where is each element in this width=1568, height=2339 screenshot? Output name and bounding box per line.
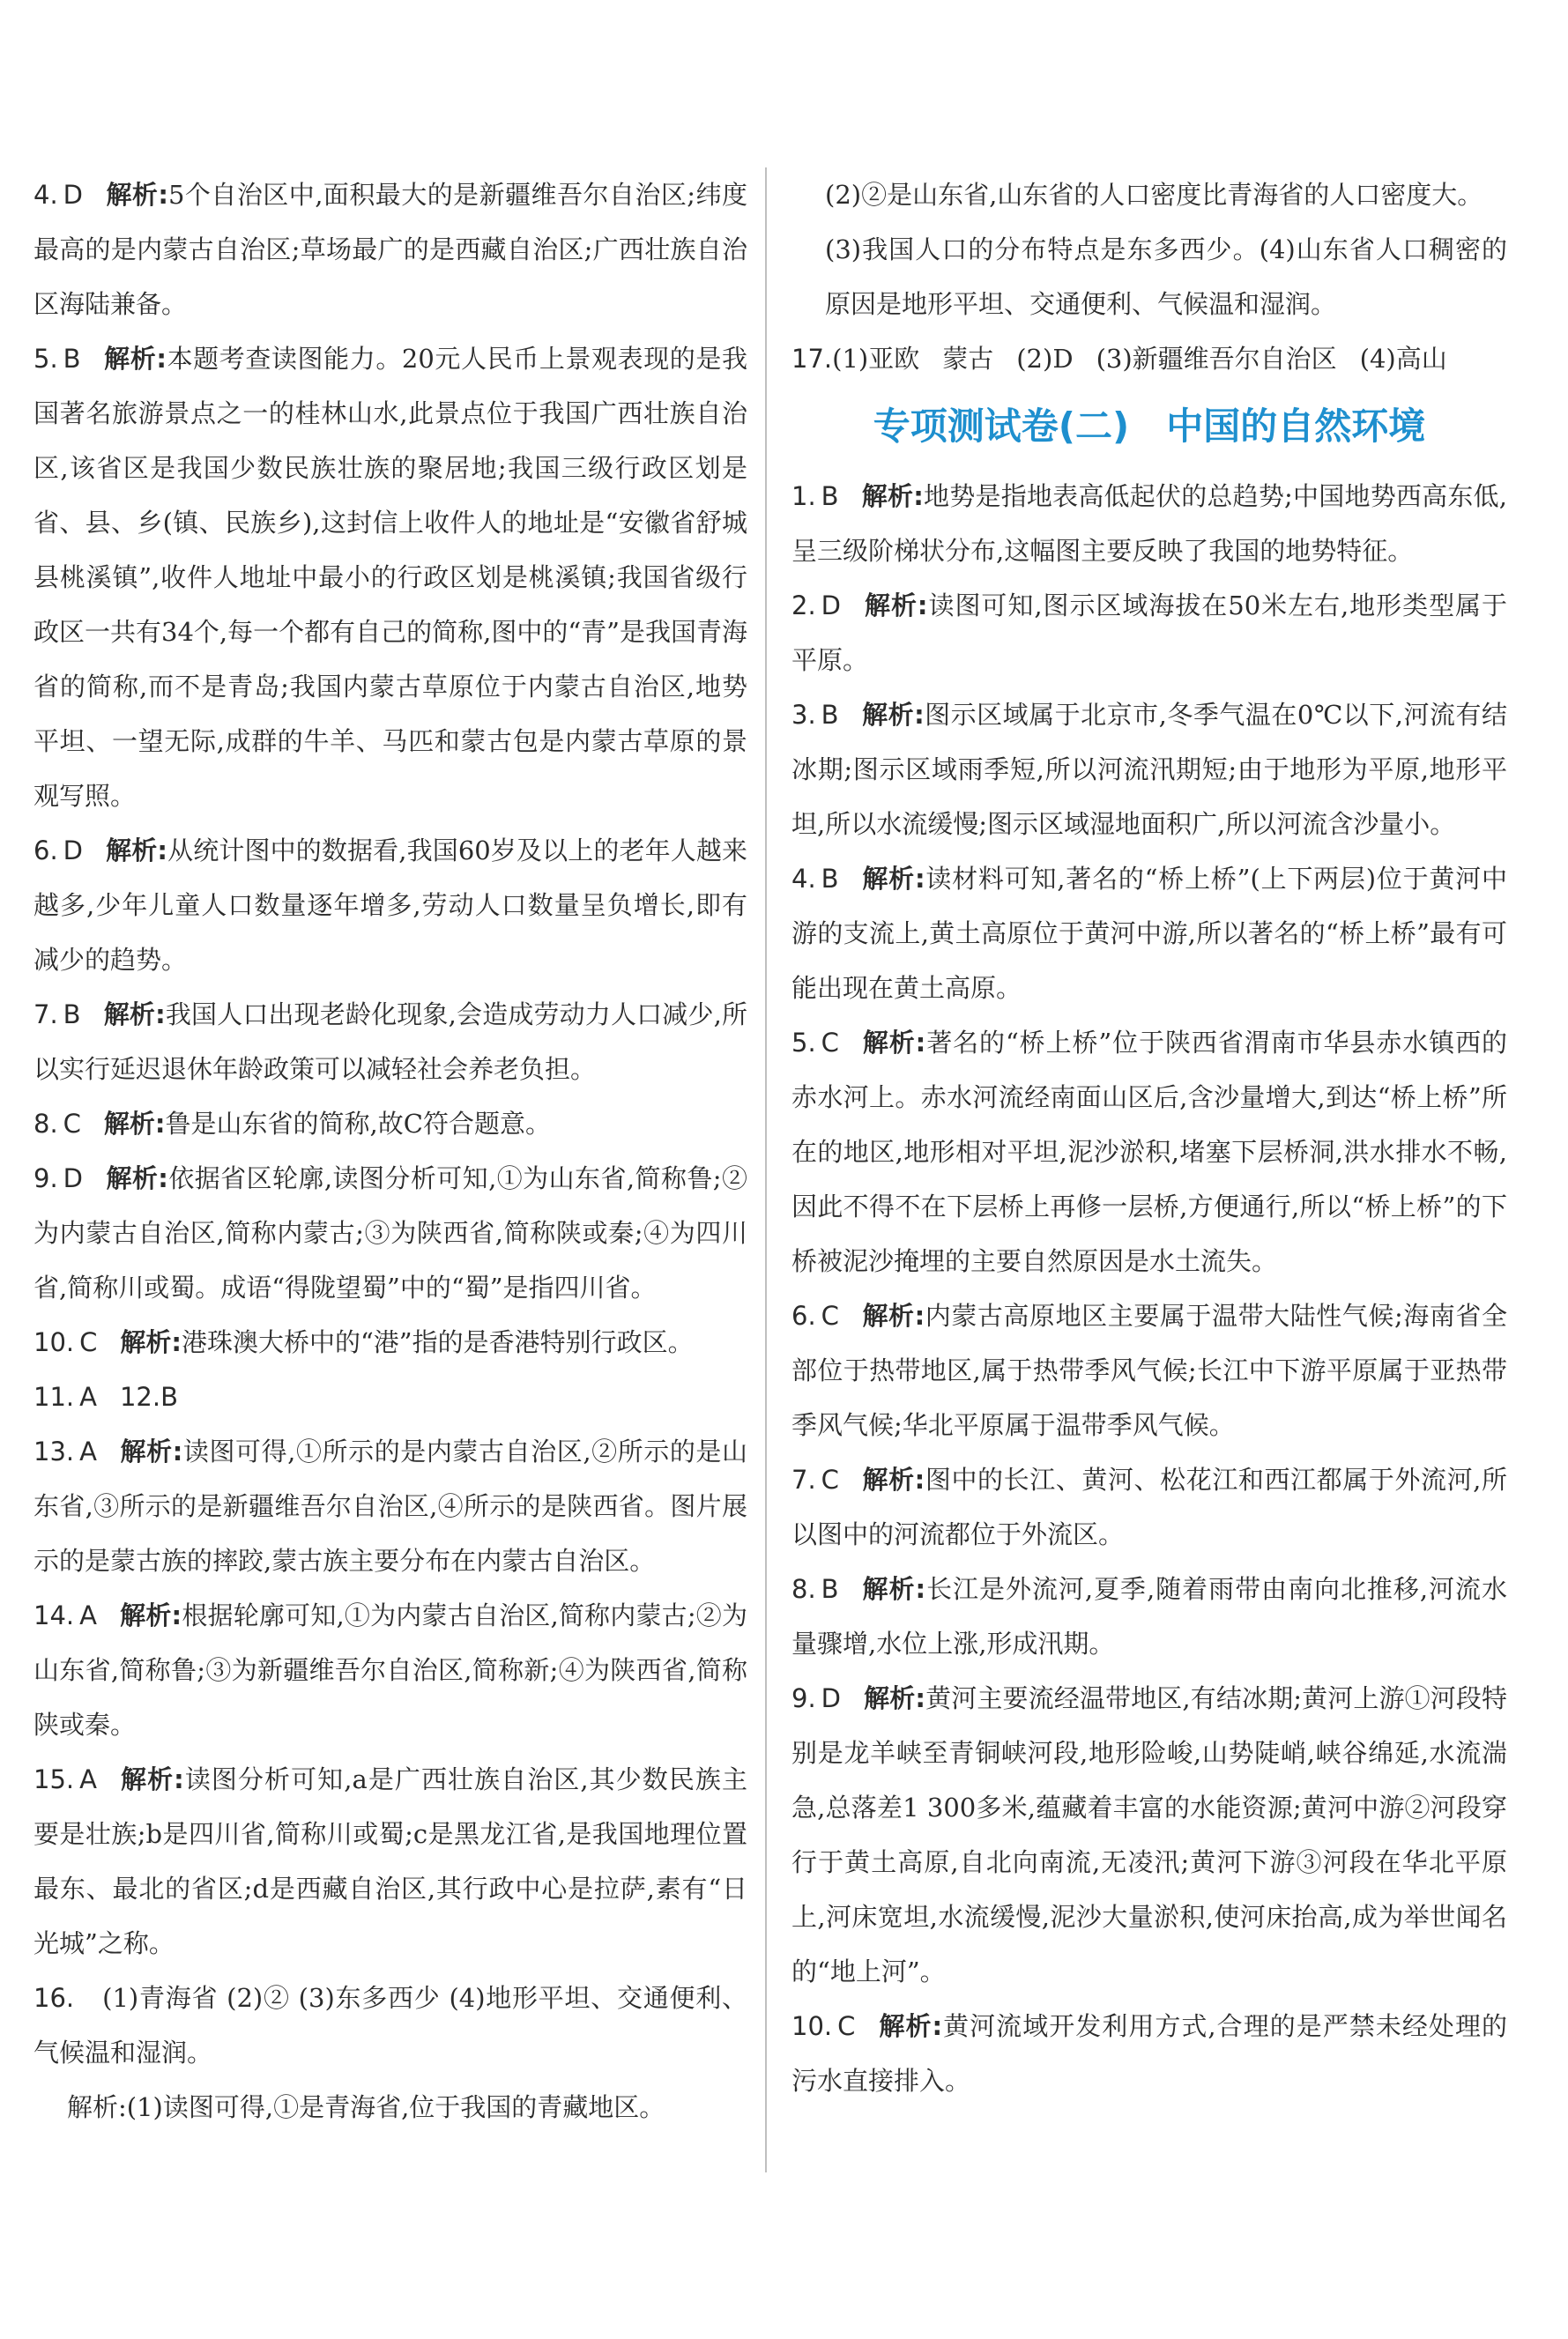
answer-item-7: [33, 987, 747, 1096]
answer-item-8-r: [791, 1562, 1507, 1671]
analysis-label: 解析:: [861, 864, 925, 894]
analysis-text: (3)我国人口的分布特点是东多西少。(4)山东省人口稠密的原因是地形平坦、交通便利、气候温和湿润。: [825, 234, 1507, 319]
analysis-text: 著名的“桥上桥”位于陕西省渭南市华县赤水镇西的赤水河上。赤水河流经南面山区后,含沙量增大,到达“桥上桥”所在的地区,地形相对平坦,泥沙淤积,堵塞下层桥洞,洪水排水不畅,因此不得不在下层桥上再修一层桥,方便通行,所以“桥上桥”的下桥被泥沙掩埋的主要自然原因是水土流失。: [791, 1028, 1507, 1276]
item-number: 7.: [33, 999, 58, 1029]
answer-item-16: [33, 1971, 747, 2080]
answer-item-3: [791, 687, 1507, 851]
analysis-text: 鲁是山东省的简称,故C符合题意。: [165, 1109, 551, 1139]
answer-letter: A: [79, 1382, 97, 1412]
answer-item-10: [33, 1315, 747, 1370]
answer-item-8: [33, 1096, 747, 1151]
analysis-label: 解析:: [103, 999, 166, 1029]
analysis-label: 解析:: [120, 1327, 182, 1357]
analysis-label: 解析:: [861, 1301, 925, 1331]
item-number: 15.: [33, 1764, 75, 1794]
analysis-text: 从统计图中的数据看,我国60岁及以上的老年人越来越多,少年儿童人口数量逐年增多,劳动人口数量呈负增长,即有减少的趋势。: [33, 835, 747, 975]
analysis-text: 黄河主要流经温带地区,有结冰期;黄河上游①河段特别是龙羊峡至青铜峡河段,地形险峻,山势陡峭,峡谷绵延,水流湍急,总落差1 300多米,蕴藏着丰富的水能资源;黄河中游②河段穿行于黄土高原,自北向南流,无凌汛;黄河下游③河段在华北平原上,河床宽坦,水流缓慢,泥沙大量淤积,使河床抬高,成为举世闻名的“地上河”。: [791, 1683, 1507, 1986]
item-number: 3.: [791, 700, 816, 730]
left-column: [33, 167, 747, 2135]
right-column: [791, 167, 1507, 2108]
answer-item-7-r: [791, 1452, 1507, 1562]
item-number: 13.: [33, 1437, 75, 1467]
answer-part: 蒙古: [942, 344, 994, 374]
analysis-text: 读图分析可知,a是广西壮族自治区,其少数民族主要是壮族;b是四川省,简称川或蜀;c是黑龙江省,是我国地理位置最东、最北的省区;d是西藏自治区,其行政中心是拉萨,素有“日光城”之称。: [33, 1764, 747, 1958]
analysis-label: 解析:: [119, 1437, 183, 1467]
item-number: 16.: [33, 1983, 75, 2013]
answer-letter: D: [821, 590, 842, 620]
section-title-part1: 专项测试卷(二): [873, 405, 1130, 448]
item-number: 8.: [33, 1109, 58, 1139]
item-number: 4.: [33, 180, 58, 210]
next-answer: 12.B: [119, 1382, 178, 1412]
item-number: 1.: [791, 481, 816, 511]
answer-letter: C: [821, 1465, 839, 1495]
answer-part: (1)亚欧: [832, 344, 920, 374]
answer-part: (4)高山: [1359, 344, 1447, 374]
answer-item-11-12: [33, 1370, 747, 1424]
item-number: 7.: [791, 1465, 816, 1495]
answer-letter: B: [821, 700, 839, 730]
analysis-text: 长江是外流河,夏季,随着雨带由南向北推移,河流水量骤增,水位上涨,形成汛期。: [791, 1574, 1507, 1659]
analysis-text: 黄河流域开发利用方式,合理的是严禁未经处理的污水直接排入。: [791, 2011, 1507, 2096]
answer-letter: B: [63, 999, 81, 1029]
item-number: 17.: [791, 344, 833, 374]
analysis-label: 解析:: [878, 2011, 943, 2041]
analysis-text: 图示区域属于北京市,冬季气温在0℃以下,河流有结冰期;图示区域雨季短,所以河流汛期短;由于地形为平原,地形平坦,所以水流缓慢;图示区域湿地面积广,所以河流含沙量小。: [791, 700, 1507, 839]
analysis-label: 解析:: [864, 1683, 925, 1713]
answer-part: (3)新疆维吾尔自治区: [1096, 344, 1337, 374]
item-number: 2.: [791, 590, 816, 620]
analysis-text: 我国人口出现老龄化现象,会造成劳动力人口减少,所以实行延迟退休年龄政策可以减轻社会养老负担。: [33, 999, 747, 1084]
analysis-label: 解析:: [106, 180, 168, 210]
analysis-label: 解析:: [861, 1465, 925, 1495]
answer-letter: B: [821, 1574, 839, 1604]
analysis-text: 依据省区轮廓,读图分析可知,①为山东省,简称鲁;②为内蒙古自治区,简称内蒙古;③为陕西省,简称陕或秦;④为四川省,简称川或蜀。成语“得陇望蜀”中的“蜀”是指四川省。: [33, 1163, 747, 1303]
analysis-text: 根据轮廓可知,①为内蒙古自治区,简称内蒙古;②为山东省,简称鲁;③为新疆维吾尔自治区,简称新;④为陕西省,简称陕或秦。: [33, 1600, 747, 1740]
answer-letter: D: [63, 835, 84, 865]
analysis-label: 解析:: [103, 1109, 166, 1139]
answer-letter: A: [79, 1437, 97, 1467]
analysis-text: 读图可得,①所示的是内蒙古自治区,②所示的是山东省,③所示的是新疆维吾尔自治区,④所示的是陕西省。图片展示的是蒙古族的摔跤,蒙古族主要分布在内蒙古自治区。: [33, 1437, 747, 1576]
answer-item-9: [33, 1151, 747, 1315]
item-number: 5.: [791, 1028, 816, 1058]
answer-item-16-continued-a: [791, 167, 1507, 222]
section-title: [791, 390, 1507, 464]
item-number: 9.: [791, 1683, 816, 1713]
analysis-text: (2)②是山东省,山东省的人口密度比青海省的人口密度大。: [825, 180, 1483, 210]
analysis-text: 解析:(1)读图可得,①是青海省,位于我国的青藏地区。: [67, 2092, 665, 2122]
item-number: 10.: [33, 1327, 75, 1357]
analysis-label: 解析:: [864, 590, 928, 620]
item-number: 6.: [791, 1301, 816, 1331]
answer-item-5-r: [791, 1015, 1507, 1288]
answer-item-15: [33, 1752, 747, 1971]
answer-item-10-r: [791, 1999, 1507, 2108]
item-number: 10.: [791, 2011, 833, 2041]
answer-item-4: [33, 167, 747, 331]
item-number: 9.: [33, 1163, 58, 1193]
answer-item-4-r: [791, 851, 1507, 1015]
answer-item-5: [33, 331, 747, 823]
column-divider: [765, 167, 767, 2172]
analysis-label: 解析:: [119, 1600, 182, 1630]
item-number: 8.: [791, 1574, 816, 1604]
analysis-text: 地势是指地表高低起伏的总趋势;中国地势西高东低,呈三级阶梯状分布,这幅图主要反映了我国的地势特征。: [791, 481, 1507, 566]
answer-letter: C: [821, 1301, 839, 1331]
item-number: 6.: [33, 835, 58, 865]
answer-letter: A: [79, 1764, 97, 1794]
analysis-label: 解析:: [106, 1163, 168, 1193]
analysis-text: 5个自治区中,面积最大的是新疆维吾尔自治区;纬度最高的是内蒙古自治区;草场最广的是西藏自治区;广西壮族自治区海陆兼备。: [33, 180, 747, 319]
answer-part: (2)D: [1016, 344, 1074, 374]
answer-item-13: [33, 1424, 747, 1588]
analysis-text: 本题考查读图能力。20元人民币上景观表现的是我国著名旅游景点之一的桂林山水,此景点位于我国广西壮族自治区,该省区是我国少数民族壮族的聚居地;我国三级行政区划是省、县、乡(镇、民族乡),这封信上收件人的地址是“安徽省舒城县桃溪镇”,收件人地址中最小的行政区划是桃溪镇;我国省级行政区一共有34个,每一个都有自己的简称,图中的“青”是我国青海省的简称,而不是青岛;我国内蒙古草原位于内蒙古自治区,地势平坦、一望无际,成群的牛羊、马匹和蒙古包是内蒙古草原的景观写照。: [33, 344, 747, 811]
answer-item-6-r: [791, 1288, 1507, 1452]
answer-letter: B: [821, 864, 839, 894]
answer-item-9-r: [791, 1671, 1507, 1999]
answer-letter: D: [63, 1163, 84, 1193]
analysis-label: 解析:: [861, 481, 924, 511]
item-number: 5.: [33, 344, 58, 374]
answer-item-17: [791, 331, 1507, 386]
analysis-text: 港珠澳大桥中的“港”指的是香港特别行政区。: [181, 1327, 694, 1357]
section-title-part2: 中国的自然环境: [1166, 405, 1426, 448]
answer-letter: C: [821, 1028, 839, 1058]
answer-text: (1)青海省 (2)② (3)东多西少 (4)地形平坦、交通便利、气候温和湿润。: [33, 1983, 747, 2068]
analysis-label: 解析:: [861, 700, 925, 730]
analysis-label: 解析:: [861, 1574, 926, 1604]
answer-letter: A: [79, 1600, 97, 1630]
answer-item-16-continued-b: [791, 222, 1507, 331]
analysis-label: 解析:: [103, 344, 167, 374]
answer-letter: B: [63, 344, 81, 374]
answer-item-14: [33, 1588, 747, 1752]
analysis-text: 读图可知,图示区域海拔在50米左右,地形类型属于平原。: [791, 590, 1507, 675]
item-number: 14.: [33, 1600, 75, 1630]
analysis-text: 图中的长江、黄河、松花江和西江都属于外流河,所以图中的河流都位于外流区。: [791, 1465, 1507, 1549]
analysis-text: 内蒙古高原地区主要属于温带大陆性气候;海南省全部位于热带地区,属于热带季风气候;长江中下游平原属于亚热带季风气候;华北平原属于温带季风气候。: [791, 1301, 1507, 1440]
answer-letter: B: [821, 481, 839, 511]
answer-item-6: [33, 823, 747, 987]
answer-letter: C: [63, 1109, 81, 1139]
answer-letter: C: [837, 2011, 856, 2041]
answer-letter: D: [63, 180, 84, 210]
item-number: 4.: [791, 864, 816, 894]
answer-letter: D: [821, 1683, 842, 1713]
analysis-label: 解析:: [119, 1764, 184, 1794]
analysis-label: 解析:: [106, 835, 167, 865]
answer-item-1: [791, 469, 1507, 578]
analysis-text: 读材料可知,著名的“桥上桥”(上下两层)位于黄河中游的支流上,黄土高原位于黄河中游,所以著名的“桥上桥”最有可能出现在黄土高原。: [791, 864, 1507, 1003]
answer-item-16-analysis: [33, 2080, 747, 2135]
answer-item-2: [791, 578, 1507, 687]
analysis-label: 解析:: [861, 1028, 926, 1058]
answer-letter: C: [79, 1327, 98, 1357]
item-number: 11.: [33, 1382, 75, 1412]
